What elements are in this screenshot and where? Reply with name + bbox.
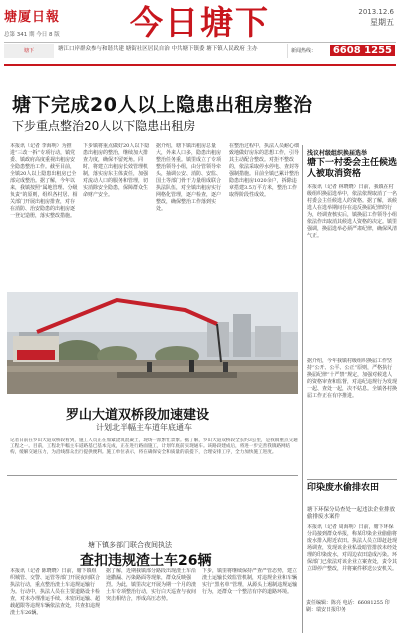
hotline-label: 新闻热线：	[291, 48, 317, 54]
column-divider	[302, 145, 303, 633]
news-photo	[7, 292, 298, 394]
bottom-column-2: 据了解，近期我镇部分路段出现渣土车沿途撒漏、污染路面等现象，群众反映强烈。为此，镇里决定开展为期一个月的渣土车专项整治行动，实行白天巡查与夜间突击相结合，形成高压态势。	[106, 568, 196, 602]
photo-subhead: 计划北半幅主车道年底通车	[96, 423, 192, 432]
photo-story-body: 记者日前在罗山大道双桥段看到，施工人员正在加紧浇筑混凝土，现场一派繁忙景象。据了解，罗山大道双桥段全长约3公里，是我镇重点交通工程之一。目前，工程北半幅主车道路基已基本完成，正在进行路面施工，计划年底前实现通车。该路段建成后，将进一步完善我镇路网结构，缓解交通压力，为沿线群众出行提供便利。施工单位表示，将在确保安全和质量的前提下，合理安排工序，全力加快施工进度。	[10, 438, 298, 455]
nav-logo: 塘下	[4, 44, 54, 58]
header-rule	[4, 64, 396, 66]
side-body-3: 本报讯（记者 周海明）日前，塘下环保分局接到群众举报，称某印染企业偷偷将废水排入附近农田。执法人员立即赶赴现场调查，发现该企业私设暗管排放未经处理的印染废水，对周边农田造成污染。环保部门已依法对该企业立案查处，责令其立即停产整改，并将案件移送公安机关。	[307, 524, 397, 572]
bottom-column-3: 下步，镇里将继续保持严查严管态势，建立渣土运输长效监管机制，对违规企业和车辆实行“黑名单”管理，从源头上遏制违规运输行为，还群众一个整洁有序的道路环境。	[202, 568, 298, 595]
lead-headline: 塘下完成20人以上隐患出租房整治	[12, 94, 313, 116]
brand-logo: 塘厦日報	[4, 10, 61, 25]
issue-weekday: 星期五	[370, 18, 394, 27]
lead-column-2: 下步镇将重点做好20人以下隐患出租房的整治，继续加大排查力度，确保不留死角。同时，将建立出租房长效管理机制，落实房东主体责任，加强对流动人口的服务和管理，切实消除安全隐患，保障群众生命财产安全。	[83, 143, 150, 198]
newspaper-title: 今日塘下	[130, 3, 270, 42]
bottom-kicker: 塘下镇多部门联合夜间执法	[88, 541, 172, 549]
section-divider	[7, 475, 298, 476]
lead-column-4: 在整治过程中，执法人员耐心细致地做好房东的思想工作，引导其主动配合整改。对拒不整改的，依法采取停水停电、查封等强制措施。目前全镇已累计整治隐患出租房1020余户，拆除违章搭建3.5万平方米，整治工作取得阶段性成效。	[229, 143, 299, 198]
side-body-1: 本报讯（记者 林晓晓）日前，我镇在村级组织换届选举中，依法依规取消了一名村委会主任候选人的资格。据了解，该候选人在选举期间存在违反换届纪律的行为，经调查核实后，镇换届工作领导小组依法作出取消其候选人资格的决定。镇里强调，换届选举必须严肃纪律，确保风清气正。	[307, 184, 397, 239]
hotline-number: 6608 1255	[330, 45, 395, 56]
side-headline-2: 印染废水偷排农田	[307, 483, 380, 493]
masthead	[0, 0, 400, 60]
lead-subhead: 下步重点整治20人以下隐患出租房	[12, 119, 196, 133]
side-headline: 塘下一村委会主任候选人被取消资格	[307, 158, 398, 179]
issue-date: 2013.12.6	[358, 8, 394, 16]
news-hotline-box	[287, 44, 397, 58]
lead-column-1: 本报讯（记者 李海明）为推进“三改一拆”专项行动，镇党委、镇政府高度重视出租房安全隐患整治工作。截至目前，全镇20人以上隐患出租房已全部完成整治。据了解，今年以来，我镇按照“属地管理、分级负责”的原则，组织各村居、相关部门开展出租房排查，对存在消防、治安隐患的出租房逐一登记造册，落实整改措施。	[10, 143, 78, 219]
masthead-nav	[4, 42, 396, 59]
page-footer: 责任编辑：陈亮 电话：66081255 印刷：瑞安日报印务	[306, 600, 390, 613]
photo-headline: 罗山大道双桥段加速建设	[66, 408, 210, 423]
side-divider	[307, 479, 397, 480]
construction-photo	[7, 292, 298, 394]
bottom-headline: 查扣违规渣土车26辆	[80, 553, 212, 569]
lead-column-3: 据介绍，塘下镇出租房总量大，外来人口多，隐患出租房整治任务重。镇里成立了专项整治领导小组，由分管领导牵头，抽调公安、消防、安监、国土等部门骨干力量组成联合执法队伍，对全镇出租房实行网格化管理，逐户检查，逐户整改，确保整治工作落到实处。	[156, 143, 222, 212]
bottom-column-1: 本报讯（记者 陈晓晓）日前，塘下镇组织城管、交警、运管等部门开展夜间联合执法行动，重点整治渣土车违规运输行为。行动中，执法人员在主要道路设卡检查，对未办理准运手续、未密闭运输、超载超限等违规车辆依法查处，共查扣违规渣土车26辆。	[10, 568, 100, 616]
side-subhead-2: 塘下环保分局查处一起违法企业排放偷排废水案件	[307, 507, 396, 520]
nav-text: 塘江口岸群众参与和谐共建 塘街社区居民自治 中共塘下镇委 塘下镇人民政府 主办	[58, 46, 258, 52]
issue-info: 总第 341 期 今日 8 版	[4, 32, 60, 38]
side-kicker: 浅议村级组织换届选举	[307, 150, 368, 157]
side-body-2: 据介绍，今年我镇村级组织换届工作坚持“公开、公平、公正”原则，严格执行换届纪律“十严禁”规定，加强对候选人的资格审查和监督，对违纪违规行为发现一起、查处一起，决不姑息。全镇各村换届工作正在有序推进。	[307, 358, 397, 399]
